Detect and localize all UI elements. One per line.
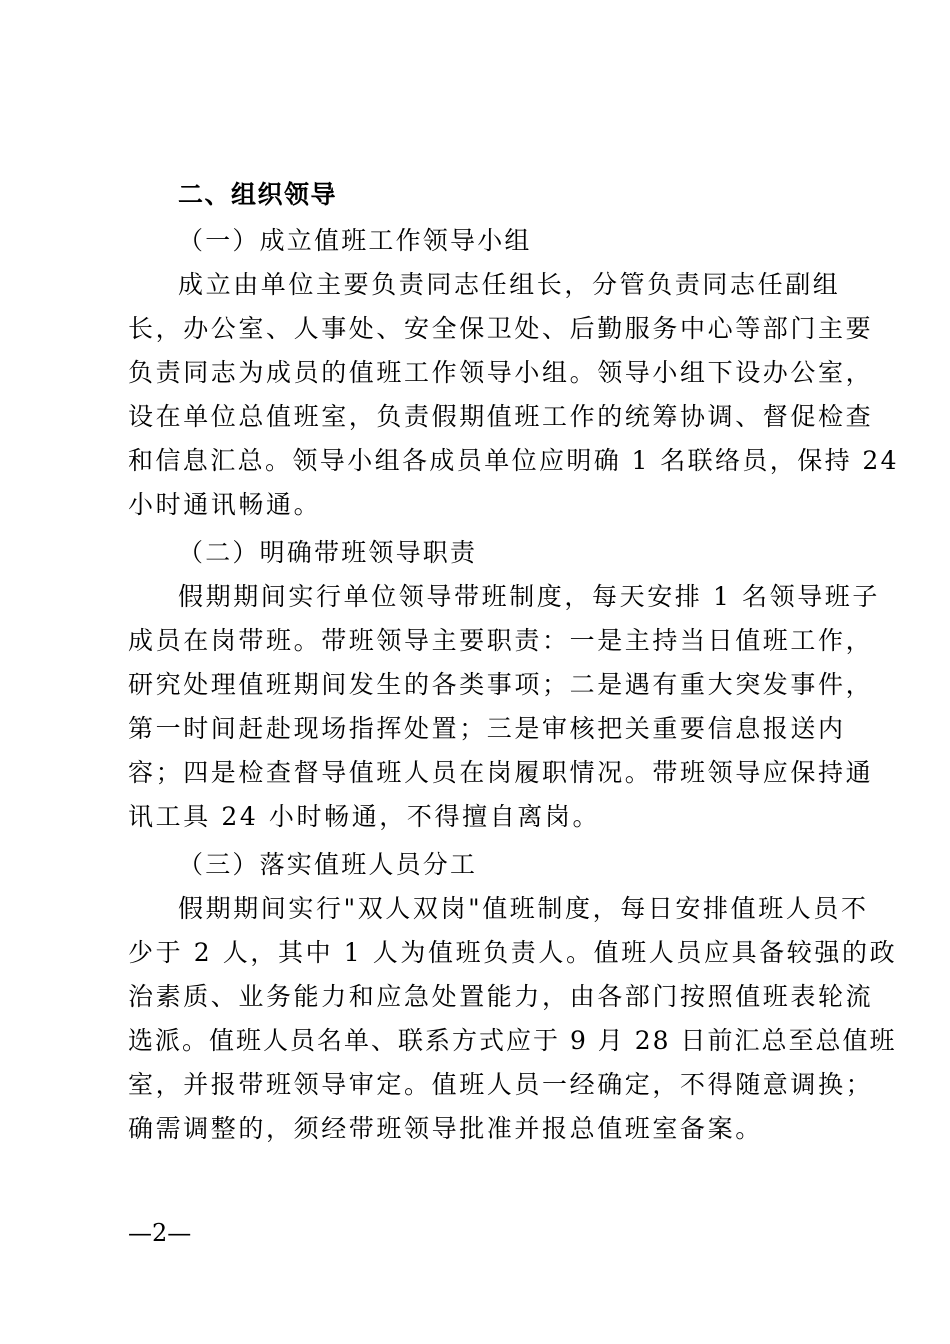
page-number: —2—	[128, 1219, 192, 1247]
paragraph-line: 容；四是检查督导值班人员在岗履职情况。带班领导应保持通	[128, 758, 874, 787]
paragraph-line: 设在单位总值班室，负责假期值班工作的统筹协调、督促检查	[128, 402, 874, 431]
paragraph-line: 选派。值班人员名单、联系方式应于 9 月 28 日前汇总至总值班	[128, 1026, 897, 1055]
paragraph-line: 长，办公室、人事处、安全保卫处、后勤服务中心等部门主要	[128, 314, 874, 343]
paragraph-line: 小时通讯畅通。	[128, 490, 322, 519]
paragraph-line: 室，并报带班领导审定。值班人员一经确定，不得随意调换；	[128, 1070, 874, 1099]
paragraph-line: 少于 2 人，其中 1 人为值班负责人。值班人员应具备较强的政	[128, 938, 898, 967]
section-heading: 二、组织领导	[178, 180, 338, 209]
paragraph-line: 成立由单位主要负责同志任组长，分管负责同志任副组	[178, 270, 841, 299]
paragraph-line: 假期期间实行单位领导带班制度，每天安排 1 名领导班子	[178, 582, 881, 611]
paragraph-line: 治素质、业务能力和应急处置能力，由各部门按照值班表轮流	[128, 982, 874, 1011]
paragraph-line: 讯工具 24 小时畅通，不得擅自离岗。	[128, 802, 601, 831]
subsection-heading-2: （二）明确带班领导职责	[178, 538, 478, 567]
paragraph-line: 确需调整的，须经带班领导批准并报总值班室备案。	[128, 1114, 763, 1143]
paragraph-line: 假期期间实行"双人双岗"值班制度，每日安排值班人员不	[178, 894, 869, 923]
subsection-heading-1: （一）成立值班工作领导小组	[178, 226, 532, 255]
paragraph-line: 负责同志为成员的值班工作领导小组。领导小组下设办公室，	[128, 358, 874, 387]
paragraph-line: 研究处理值班期间发生的各类事项；二是遇有重大突发事件，	[128, 670, 874, 699]
paragraph-line: 和信息汇总。领导小组各成员单位应明确 1 名联络员，保持 24	[128, 446, 899, 475]
paragraph-line: 成员在岗带班。带班领导主要职责：一是主持当日值班工作，	[128, 626, 874, 655]
paragraph-line: 第一时间赶赴现场指挥处置；三是审核把关重要信息报送内	[128, 714, 846, 743]
subsection-heading-3: （三）落实值班人员分工	[178, 850, 478, 879]
